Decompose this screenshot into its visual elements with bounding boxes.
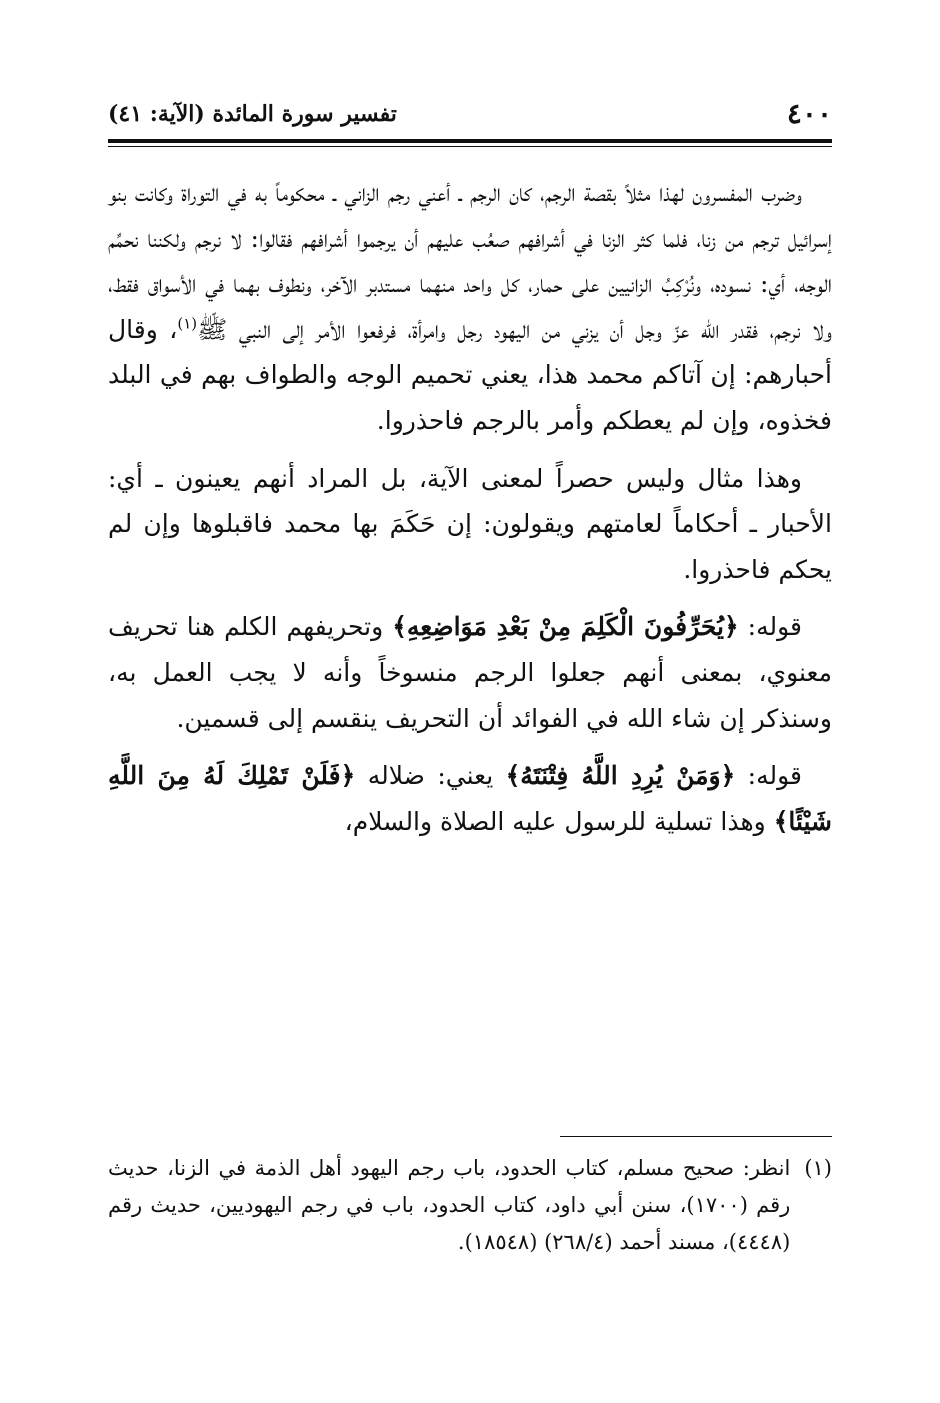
paragraph [108, 170, 832, 444]
running-title: تفسير سورة المائدة (الآية: ٤١) [108, 101, 397, 127]
paragraph-text: ، وقال أحبارهم: إن آتاكم محمد هذا، يعني تحميم الوجه والطواف بهم في البلد فخذوه، وإن لم يعطكم وأمر بالرجم فاحذروا. [108, 314, 832, 435]
footnote-reference: (١) [177, 314, 198, 333]
footnotes [108, 1150, 832, 1261]
main-text [108, 170, 832, 856]
footnote-text: انظر: صحيح مسلم، كتاب الحدود، باب رجم اليهود أهل الذمة في الزنا، حديث رقم (١٧٠٠)، سنن أبي داود، كتاب الحدود، باب في رجم اليهوديين، حديث رقم (٤٤٤٨)، مسند أحمد (٢٦٨/٤) (١٨٥٤٨). [108, 1156, 791, 1254]
paragraph-text: وهذا مثال وليس حصراً لمعنى الآية، بل المراد أنهم يعينون ـ أي: الأحبار ـ أحكاماً لعامتهم ويقولون: إن حَكَمَ بها محمد فاقبلوها وإن لم يحكم فاحذروا. [108, 463, 832, 584]
paragraph-lead: قوله: [735, 761, 802, 791]
page-number: ٤٠٠ [786, 97, 832, 130]
paragraph [108, 456, 832, 593]
paragraph-text: وهذا تسلية للرسول عليه الصلاة والسلام، [344, 806, 774, 836]
paragraph-lead: قوله: [738, 612, 802, 642]
quran-verse: ﴿فَلَنْ تَمْلِكَ لَهُ مِنَ اللَّهِ شَيْئًا﴾ [108, 761, 832, 836]
footnote-separator [560, 1136, 832, 1137]
paragraph-text: وضرب المفسرون لهذا مثلاً بقصة الرجم، كان الرجم ـ أعني رجم الزاني ـ محكوماً به في التوراة وكانت بنو إسرائيل ترجم من زنا، فلما كثر الزنا في أشرافهم صعُب عليهم أن يرجموا أشرافهم فقالوا: لا نرجم ولكننا نحمِّم الوجه، أي: نسوده، ونُرْكِبُ الزانيين على حمار، كل واحد منهما مستدبر الآخر، ونطوف بهما في الأسواق فقط، ولا نرجم، فقدر الله عزّ وجل أن يزني من اليهود رجل وامرأة، فرفعوا الأمر إلى النبي ﷺ [108, 178, 832, 344]
quran-verse: ﴿يُحَرِّفُونَ الْكَلِمَ مِنْ بَعْدِ مَوَاضِعِهِ﴾ [392, 612, 739, 642]
paragraph [108, 753, 832, 844]
quran-verse: ﴿وَمَنْ يُرِدِ اللَّهُ فِتْنَتَهُ﴾ [505, 761, 736, 791]
paragraph [108, 604, 832, 741]
footnote-number: (١) [804, 1156, 832, 1180]
header-rule-thick [108, 139, 832, 143]
paragraph-text: وتحريفهم الكلم هنا تحريف معنوي، بمعنى أنهم جعلوا الرجم منسوخاً وأنه لا يجب العمل به، وسنذكر إن شاء الله في الفوائد أن التحريف ينقسم إلى قسمين. [108, 612, 832, 733]
paragraph-text: يعني: ضلاله [355, 761, 506, 791]
header-rule-thin [108, 146, 832, 147]
page-header [108, 96, 832, 136]
footnote [108, 1150, 832, 1261]
